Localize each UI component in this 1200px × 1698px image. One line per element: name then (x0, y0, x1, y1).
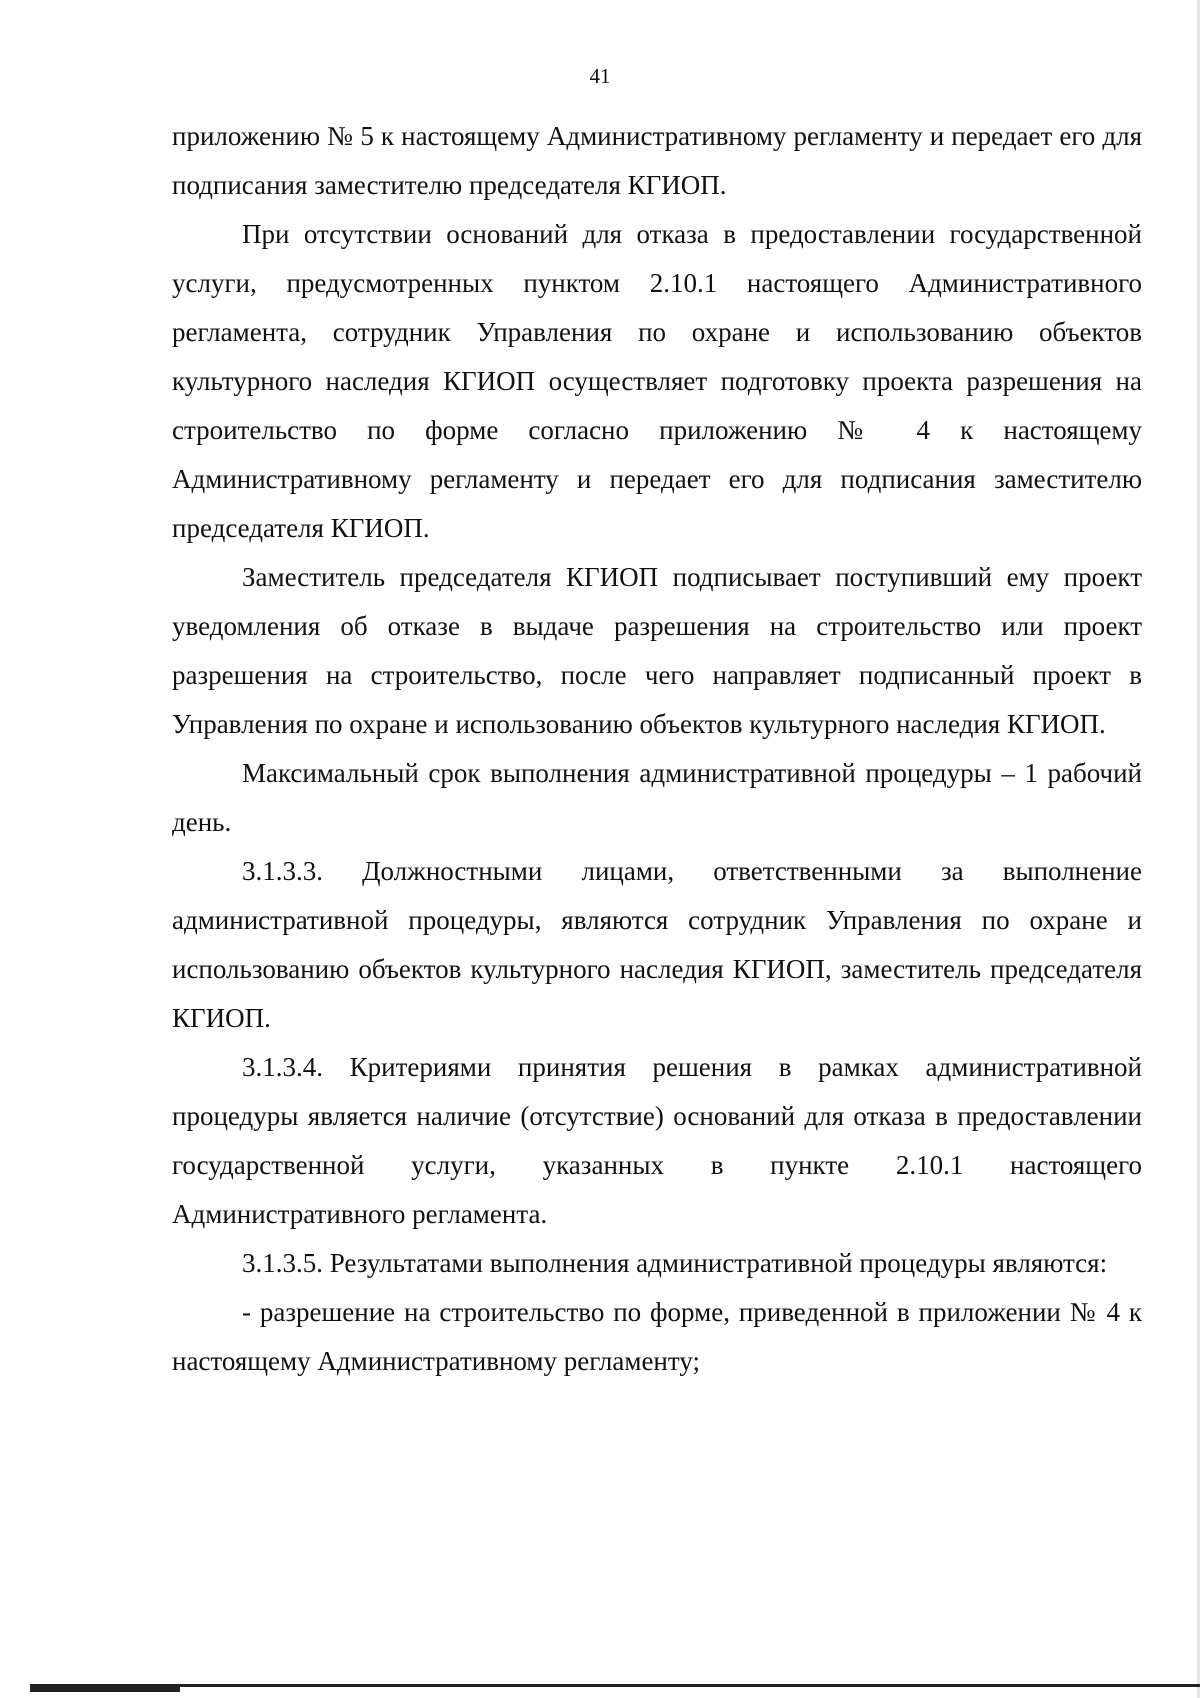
paragraph: 3.1.3.3. Должностными лицами, ответственными за выполнение административной процедуры, являются сотрудник Управления по охране и использованию объектов культурного наследия КГИОП, заместитель председателя КГИОП. (172, 856, 1142, 1033)
paragraph: приложению № 5 к настоящему Административному регламенту и передает его для подписания заместителю председателя КГИОП. (172, 121, 1142, 200)
paragraph: Заместитель председателя КГИОП подписывает поступивший ему проект уведомления об отказе в выдаче разрешения на строительство или проект разрешения на строительство, после чего направляет подписанный проект в Управления по охране и использованию объектов культурного наследия КГИОП. (172, 562, 1142, 739)
paragraph: Максимальный срок выполнения административной процедуры – 1 рабочий день. (172, 758, 1142, 837)
document-body (172, 112, 1142, 1386)
paragraph: 3.1.3.5. Результатами выполнения административной процедуры являются: (242, 1248, 1108, 1278)
bottom-divider-mark (30, 1686, 180, 1692)
paragraph: - разрешение на строительство по форме, приведенной в приложении № 4 к настоящему Административному регламенту; (172, 1297, 1142, 1376)
paragraph: 3.1.3.4. Критериями принятия решения в рамках административной процедуры является наличие (отсутствие) оснований для отказа в предоставлении государственной услуги, указанных в пункте 2.10.1 настоящего Административного регламента. (172, 1052, 1142, 1229)
bottom-divider (30, 1684, 1200, 1687)
paragraph: При отсутствии оснований для отказа в предоставлении государственной услуги, предусмотренных пунктом 2.10.1 настоящего Административного регламента, сотрудник Управления по охране и использованию объектов культурного наследия КГИОП осуществляет подготовку проекта разрешения на строительство по форме согласно приложению № 4 к настоящему Административному регламенту и передает его для подписания заместителю председателя КГИОП. (172, 219, 1142, 543)
page-number: 41 (589, 64, 611, 88)
